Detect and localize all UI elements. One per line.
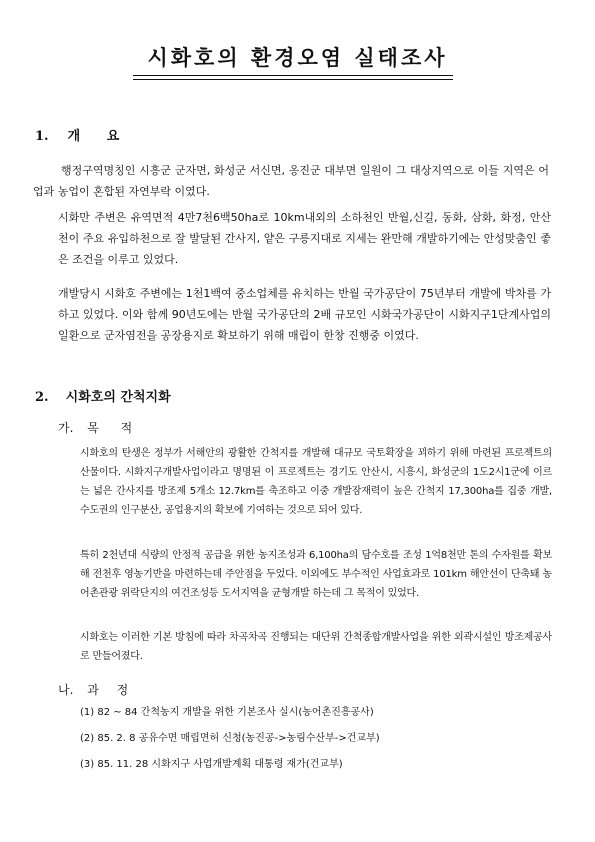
paragraph: 시화호의 탄생은 정부가 서해안의 광활한 간척지를 개발해 대규모 국토확장을 꾀하기 위해 마련된 프로젝트의 산물이다. 시화지구개발사업이라고 명명된 이 프로젝트는 경기도 안산시, 시흥시, 화성군의 1도2시1군에 이르는 넓은 간사지를 방조제 5개소 12.7km를 축조하고 이중 개발잠재력이 높은 간척지 17,300ha를 집중 개발, 수도권의 인구분산, 공업용지의 확보에 기여하는 것으로 되어 있다. (80, 448, 552, 516)
subsection-label: 나. (58, 683, 74, 697)
paragraph: 시화호는 이러한 기본 방침에 따라 차곡차곡 진행되는 대단위 간척종합개발사업을 위한 외곽시설인 방조제공사로 만들어졌다. (80, 632, 552, 662)
section-number: 1. (35, 129, 49, 144)
subsection-label: 가. (58, 421, 74, 435)
section-title: 시화호의 간척지화 (65, 390, 171, 405)
section-2-heading (35, 386, 171, 405)
list-item: (2) 85. 2. 8 공유수면 매립면허 신청(농진공->농림수산부->건교부) (80, 733, 380, 744)
paragraph: 시화만 주변은 유역면적 4만7천6백50ha로 10km내외의 소하천인 반월,신길, 동화, 삼화, 화정, 안산천이 주요 유입하천으로 잘 발달된 간사지, 얕은 구릉지대로 지세는 완만해 개발하기에는 안성맞춤인 좋은 조건을 이루고 있었다. (58, 211, 551, 266)
subsection-a-heading (58, 419, 132, 436)
subsection-b-heading (58, 681, 128, 698)
section-1-heading (35, 125, 119, 144)
title-underline-top (133, 75, 453, 76)
page-title: 시화호의 환경오염 실태조사 (147, 45, 448, 70)
list-item: (1) 82 ~ 84 간척농지 개발을 위한 기본조사 실시(농어촌진흥공사) (80, 707, 374, 718)
paragraph: 개발당시 시화호 주변에는 1천1백여 중소업체를 유치하는 반월 국가공단이 75년부터 개발에 박차를 가하고 있었다. 이와 함께 90년도에는 반월 국가공단의 2배 규모인 시화국가공단이 시화지구1단계사업의 일환으로 군자염전을 공장용지로 확보하기 위해 매립이 한창 진행중 이였다. (58, 287, 551, 342)
subsection-title: 목 적 (87, 421, 133, 435)
section-title: 개 요 (67, 129, 120, 144)
list-item: (3) 85. 11. 28 시화지구 사업개발계획 대통령 재가(건교부) (80, 759, 343, 770)
subsection-title: 과 정 (87, 683, 129, 697)
paragraph: 행정구역명칭인 시흥군 군자면, 화성군 서신면, 옹진군 대부면 일원이 그 대상지역으로 이들 지역은 어업과 농업이 혼합된 자연부락 이였다. (33, 164, 549, 198)
title-underline-bottom (133, 79, 453, 80)
paragraph: 특히 2천년대 식량의 안정적 공급을 위한 농지조성과 6,100ha의 담수호를 조성 1억8천만 톤의 수자원를 확보해 전천후 영농기반을 마련하는데 주안점을 두었다. 이외에도 부수적인 사업효과로 101km 해안선이 단축돼 농어촌관광 위락단지의 여건조성등 도서지역을 균형개발 하는데 그 목적이 있었다. (80, 550, 552, 599)
section-number: 2. (35, 390, 49, 405)
